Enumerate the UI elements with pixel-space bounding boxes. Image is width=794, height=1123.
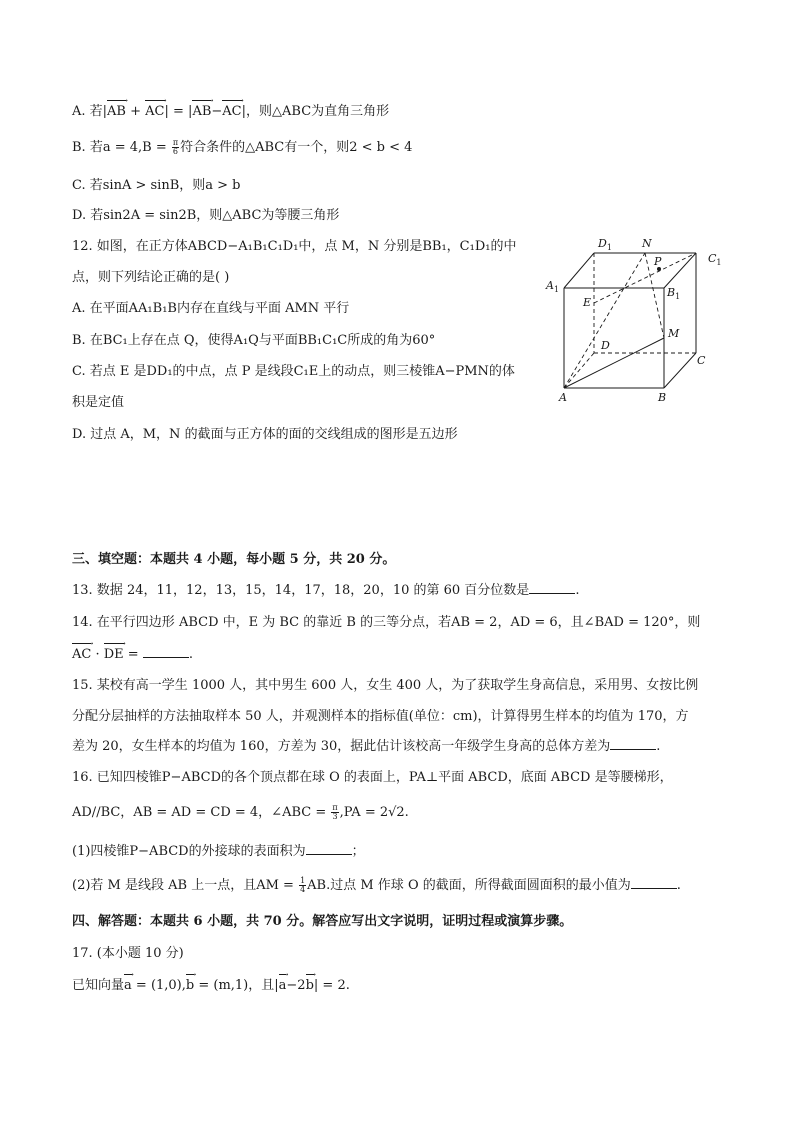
label-d1: $D_1$ bbox=[598, 237, 612, 252]
q16-sub1: (1)四棱锥P−ABCD的外接球的表面积为 ； bbox=[72, 844, 365, 859]
q15-line3: 差为 20，女生样本的均值为 160，方差为 30，据此估计该校高一年级学生身高的总体方差为 . bbox=[72, 739, 661, 754]
vector-a: a → bbox=[124, 976, 132, 996]
q11-option-b: B. 若a = 4,B = $\frac{\pi}{6}$ 符合条件的△ABC有一个，则2 < b < 4 bbox=[72, 138, 413, 156]
vector-a-2: a → bbox=[279, 976, 287, 996]
q12-option-d: D. 过点 A，M，N 的截面与正方体的面的交线组成的图形是五边形 bbox=[72, 427, 458, 442]
answer-blank-13 bbox=[529, 581, 575, 594]
vector-ac-q14: AC → bbox=[72, 645, 91, 665]
label-c1: $C_1$ bbox=[708, 252, 722, 267]
label-m: M bbox=[668, 327, 680, 340]
q12-option-c-line1: C. 若点 E 是DD₁的中点，点 P 是线段C₁E上的动点，则三棱锥A−PMN的体 bbox=[72, 364, 515, 379]
label-c: C bbox=[697, 354, 706, 367]
q16-sub2: (2)若 M 是线段 AB 上一点，且AM = $\frac{1}{4}$ AB.过点 M 作球 O 的截面，所得截面圆面积的最小值为 . bbox=[72, 876, 681, 894]
q17-heading: 17. (本小题 10 分) bbox=[72, 946, 184, 961]
edge-a1d1 bbox=[564, 253, 594, 288]
label-a: A bbox=[559, 391, 567, 404]
edge-ad-hidden bbox=[564, 353, 594, 388]
q15-line2: 分配分层抽样的方法抽取样本 50 人，并观测样本的指标值(单位：cm)，计算得男生样本的均值为 170，方 bbox=[72, 709, 689, 724]
label-d: D bbox=[601, 339, 610, 352]
label-b1: $B_1$ bbox=[667, 286, 681, 301]
vector-b-2: b → bbox=[306, 976, 314, 996]
q11-option-a: A. 若|AB → + AC →| = |AB →−AC →|，则△ABC为直角三角形 bbox=[72, 102, 389, 122]
edge-bc bbox=[664, 353, 696, 388]
segment-c1e-hidden bbox=[594, 253, 696, 303]
cube-figure bbox=[542, 236, 728, 406]
q13: 13. 数据 24，11，12，13，15，14，17，18，20，10 的第 60 百分位数是 . bbox=[72, 583, 580, 598]
vector-de: DE → bbox=[104, 645, 124, 665]
q12-option-b: B. 在BC₁上存在点 Q，使得A₁Q与平面BB₁C₁C所成的角为60° bbox=[72, 333, 436, 348]
answer-blank-16-2 bbox=[631, 876, 677, 889]
label-p: P bbox=[654, 255, 662, 268]
q11-option-c: C. 若sinA > sinB，则a > b bbox=[72, 178, 241, 193]
section3-title: 三、填空题：本题共 4 小题，每小题 5 分，共 20 分。 bbox=[72, 552, 396, 567]
edge-b1c1 bbox=[664, 253, 696, 288]
answer-blank-15 bbox=[610, 737, 656, 750]
answer-blank-16-1 bbox=[306, 842, 352, 855]
q15-line1: 15. 某校有高一学生 1000 人，其中男生 600 人，女生 400 人，为了获取学生身高信息，采用男、女按比例 bbox=[72, 678, 699, 693]
fraction-pi-6: $\frac{\pi}{6}$ bbox=[172, 138, 179, 156]
q12-stem-line1: 12. 如图，在正方体ABCD−A₁B₁C₁D₁中，点 M，N 分别是BB₁，C₁D₁的中 bbox=[72, 239, 517, 254]
vector-ab-2: AB → bbox=[192, 102, 211, 122]
answer-blank-14 bbox=[143, 645, 189, 658]
vector-b: b → bbox=[186, 976, 194, 996]
label-a1: $A_1$ bbox=[546, 279, 560, 294]
label-b: B bbox=[658, 391, 667, 404]
q17-body: 已知向量a → = (1,0),b → = (m,1)，且|a →−2b →| = 2. bbox=[72, 976, 350, 996]
fraction-pi-3: $\frac{\pi}{3}$ bbox=[332, 803, 338, 821]
q14-line2: AC → · DE → = . bbox=[72, 645, 193, 665]
q12-option-a: A. 在平面AA₁B₁B内存在直线与平面 AMN 平行 bbox=[72, 301, 350, 316]
q16-line1: 16. 已知四棱锥P−ABCD的各个顶点都在球 O 的表面上，PA⊥平面 ABCD，底面 ABCD 是等腰梯形， bbox=[72, 770, 673, 785]
vector-ab: AB → bbox=[107, 102, 126, 122]
section4-title: 四、解答题：本题共 6 小题，共 70 分。解答应写出文字说明，证明过程或演算步骤。 bbox=[72, 914, 573, 929]
q12-option-c-line2: 积是定值 bbox=[72, 395, 125, 410]
label-e: E bbox=[583, 296, 592, 309]
vector-ac-2: AC → bbox=[222, 102, 241, 122]
q16-line2: AD//BC，AB = AD = CD = 4，∠ABC = $\frac{\pi}{3}$ ,PA = 2√2. bbox=[72, 803, 409, 821]
q12-stem-line2: 点，则下列结论正确的是( ) bbox=[72, 270, 230, 285]
q14-line1: 14. 在平行四边形 ABCD 中，E 为 BC 的靠近 B 的三等分点，若AB = 2，AD = 6，且∠BAD = 120°，则 bbox=[72, 615, 701, 630]
q11-option-d: D. 若sin2A = sin2B，则△ABC为等腰三角形 bbox=[72, 208, 340, 223]
vector-ac: AC → bbox=[145, 102, 164, 122]
label-n: N bbox=[642, 237, 652, 250]
fraction-1-4: $\frac{1}{4}$ bbox=[300, 876, 306, 894]
